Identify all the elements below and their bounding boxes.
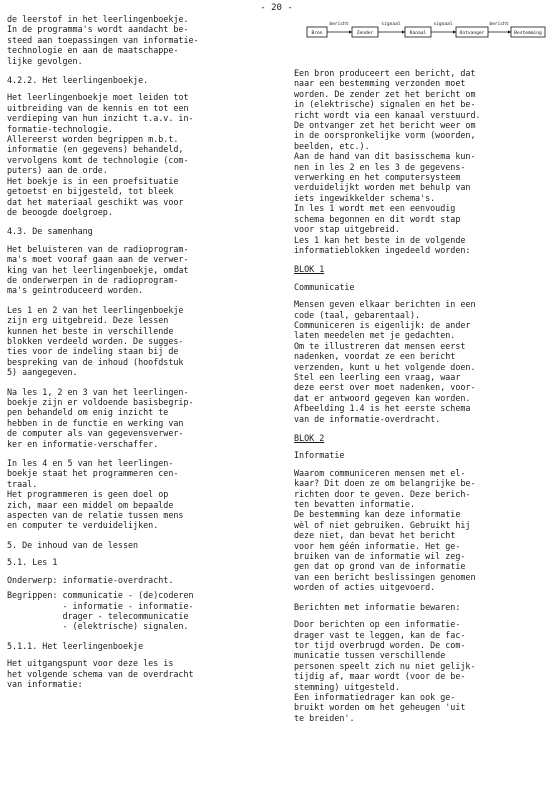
communication-schema-diagram <box>306 14 546 44</box>
intro-paragraph: de leerstof in het leerlingenboekje. In de programma's wordt aandacht be- steed aan toepassingen van informatie- technologie en aan de maatschappe- lijke gevolgen. <box>7 14 199 66</box>
schema-arrow-label-4: bericht <box>489 22 509 27</box>
right-column <box>294 68 546 732</box>
schema-arrow-label-1: bericht <box>329 22 349 27</box>
page-number: - 20 - <box>260 3 293 13</box>
section-heading-5-1: 5.1. Les 1 <box>7 557 58 568</box>
schema-label-kanaal: Kanaal <box>409 31 427 36</box>
schema-arrow-label-2: signaal <box>381 22 401 27</box>
paragraph-leerlingenboekje: Het leerlingenboekje moet leiden tot uitbreiding van de kennis en tot een verdieping van hun inzicht t.a.v. in- formatie-technologie. Allereerst worden begrippen m.b.t. informatie (en gegevens) behandeld, vervolgens komt de technologie (com- puters) aan de orde. Het boekje is in een proefsituatie getoetst en bijgesteld, tot bleek dat het materiaal geschikt was voor de beoogde doelgroep. <box>7 92 194 217</box>
subheading-berichten-bewaren: Berichten met informatie bewaren: <box>294 601 461 612</box>
paragraph-communicatie: Mensen geven elkaar berichten in een code (taal, gebarentaal). Communiceren is eigenlijk: de ander laten meedelen met je gedachten. Om te illustreren dat mensen eerst nadenken, voordat ze een bericht verzenden, kunt u het volgende doen. Stel een leerling een vraag, waar deze eerst over moet nadenken, voor- dat er antwoord gegeven kan worden. Afbeelding 1.4 is het eerste schema van de informatie-overdracht. <box>294 299 476 424</box>
blok-2-title: Informatie <box>294 450 345 461</box>
paragraph-samenhang-1: Het beluisteren van de radioprogram- ma's moet vooraf gaan aan de verwer- king van het leerlingenboekje, omdat de onderwerpen in de radioprogram- ma's geintroduceerd worden. <box>7 243 189 296</box>
schema-label-zender: Zender <box>356 31 374 36</box>
paragraph-informatiedrager: Door berichten op een informatie- drager vast te leggen, kan de fac- tor tijd overbrugd worden. De com- municatie tussen verschillende personen speelt zich nu niet gelijk- tijdig af, maar wordt (voor de be- stemming) uitgesteld. Een informatiedrager kan ook ge- bruikt worden om het geheugen 'uit te breiden'. <box>294 619 476 723</box>
schema-label-bestemming: Bestemming <box>514 31 542 36</box>
onderwerp-line: Onderwerp: informatie-overdracht. <box>7 574 174 585</box>
schema-arrow-label-3: signaal <box>433 22 453 27</box>
paragraph-informatie: Waarom communiceren mensen met el- kaar? Dit doen ze om belangrijke be- richten door te geven. Deze berich- ten bevatten informatie. De bestemming kan deze informatie wèl of niet gebruiken. Gebruikt hij deze niet, dan bevat het bericht voor hem géén informatie. Het ge- bruiken van de informatie wil zeg- gen dat op grond van de informatie van een bericht beslissingen genomen worden of acties uitgevoerd. <box>294 467 476 593</box>
blok-2-heading: BLOK 2 <box>294 433 325 443</box>
blok-1-title: Communicatie <box>294 281 355 292</box>
section-heading-5-1-1: 5.1.1. Het leerlingenboekje <box>7 640 144 651</box>
paragraph-samenhang-4: In les 4 en 5 van het leerlingen- boekje staat het programmeren cen- traal. Het programmeren is geen doel op zich, maar een middel om bepaalde aspecten van de relatie tussen mens en computer te verduidelijken. <box>7 458 184 531</box>
schema-label-bron: Bron <box>311 31 323 36</box>
left-column <box>7 14 275 698</box>
begrippen-list: Begrippen: communicatie - (de)coderen - informatie - informatie- drager - telecommunicatie - (elektrische) signalen. <box>7 590 194 632</box>
blok-1-heading: BLOK 1 <box>294 264 325 275</box>
section-heading-4-3: 4.3. De samenhang <box>7 226 93 237</box>
section-heading-4-2-2: 4.2.2. Het leerlingenboekje. <box>7 75 149 86</box>
paragraph-samenhang-3: Na les 1, 2 en 3 van het leerlingen- boekje zijn er voldoende basisbegrip- pen behandeld om enig inzicht te hebben in de functie en werking van de computer als van gegevensverwer- ker en informatie-verschaffer. <box>7 386 194 449</box>
section-heading-5: 5. De inhoud van de lessen <box>7 539 139 550</box>
paragraph-samenhang-2: Les 1 en 2 van het leerlingenboekje zijn erg uitgebreid. Deze lessen kunnen het beste in verschillende blokken verdeeld worden. De sugges- ties voor de indeling staan bij de bespreking van de inhoud (hoofdstuk 5) aangegeven. <box>7 304 184 378</box>
paragraph-uitgangspunt: Het uitgangspunt voor deze les is het volgende schema van de overdracht van informatie: <box>7 658 194 689</box>
schema-label-ontvanger: Ontvanger <box>459 31 485 36</box>
paragraph-schema-uitleg: Een bron produceert een bericht, dat naar een bestemming verzonden moet worden. De zender zet het bericht om in (elektrische) signalen en het be- richt wordt via een kanaal verstuurd. De ontvanger zet het bericht weer om in de oorspronkelijke vorm (woorden, beelden, etc.). Aan de hand van dit basisschema kun- nen in les 2 en les 3 de gegevens- verwerking en het computersysteem verduidelijkt worden met behulp van iets ingewikkelder schema's. In les 1 wordt met een eenvoudig schema begonnen en dit wordt stap voor stap uitgebreid. Les 1 kan het beste in de volgende informatieblokken ingedeeld worden: <box>294 68 481 255</box>
